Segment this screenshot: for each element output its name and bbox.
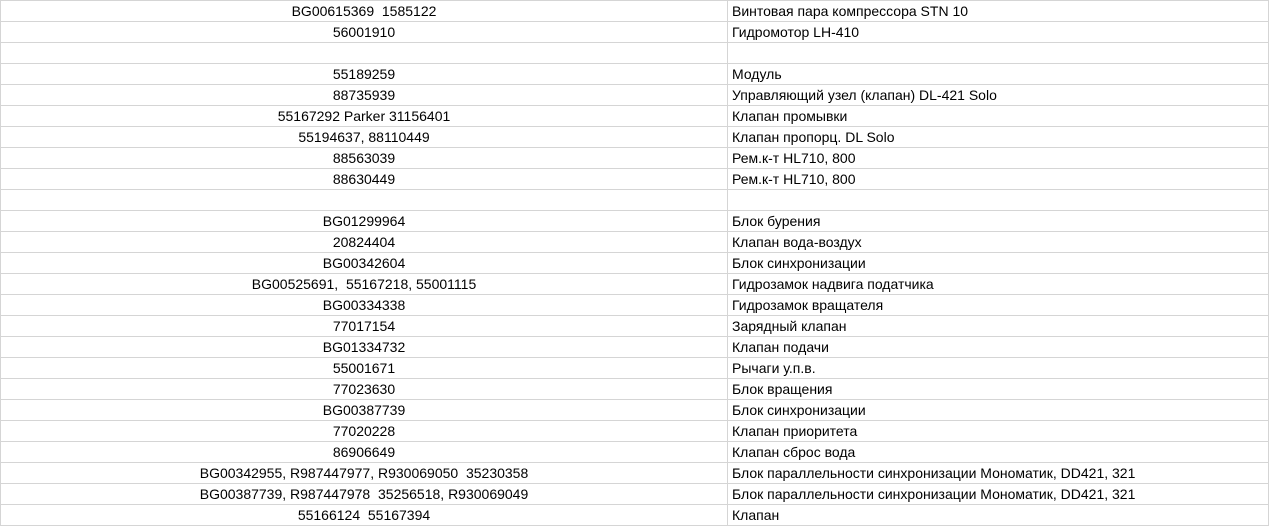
description-cell[interactable]: Клапан сброс вода: [728, 442, 1269, 463]
next-column-sliver: [1269, 400, 1274, 421]
part-number-cell[interactable]: 86906649: [1, 442, 728, 463]
next-column-sliver: [1269, 64, 1274, 85]
next-column-sliver: [1269, 358, 1274, 379]
next-column-sliver: [1269, 43, 1274, 64]
table-row: [1, 316, 1274, 337]
table-row: [1, 43, 1274, 64]
part-number-cell[interactable]: BG01334732: [1, 337, 728, 358]
description-cell[interactable]: Гидромотор LH-410: [728, 22, 1269, 43]
next-column-sliver: [1269, 1, 1274, 22]
table-row: [1, 232, 1274, 253]
table-row: [1, 22, 1274, 43]
table-row: [1, 337, 1274, 358]
next-column-sliver: [1269, 190, 1274, 211]
parts-table-body: [1, 1, 1274, 526]
next-column-sliver: [1269, 127, 1274, 148]
part-number-cell[interactable]: 88563039: [1, 148, 728, 169]
part-number-cell[interactable]: BG00387739, R987447978 35256518, R930069049: [1, 484, 728, 505]
table-row: [1, 400, 1274, 421]
part-number-cell[interactable]: BG00334338: [1, 295, 728, 316]
part-number-cell[interactable]: BG00342604: [1, 253, 728, 274]
table-row: [1, 211, 1274, 232]
table-row: [1, 379, 1274, 400]
next-column-sliver: [1269, 85, 1274, 106]
next-column-sliver: [1269, 253, 1274, 274]
table-row: [1, 274, 1274, 295]
part-number-cell[interactable]: 77017154: [1, 316, 728, 337]
part-number-cell[interactable]: BG00387739: [1, 400, 728, 421]
part-number-cell[interactable]: 20824404: [1, 232, 728, 253]
description-cell[interactable]: Управляющий узел (клапан) DL-421 Solo: [728, 85, 1269, 106]
description-cell[interactable]: Клапан приоритета: [728, 421, 1269, 442]
table-row: [1, 106, 1274, 127]
table-row: [1, 190, 1274, 211]
description-cell[interactable]: Блок вращения: [728, 379, 1269, 400]
description-cell[interactable]: Клапан промывки: [728, 106, 1269, 127]
description-cell[interactable]: Блок синхронизации: [728, 400, 1269, 421]
next-column-sliver: [1269, 232, 1274, 253]
table-row: [1, 421, 1274, 442]
table-row: [1, 484, 1274, 505]
part-number-cell[interactable]: 55167292 Parker 31156401: [1, 106, 728, 127]
next-column-sliver: [1269, 463, 1274, 484]
next-column-sliver: [1269, 316, 1274, 337]
part-number-cell[interactable]: 56001910: [1, 22, 728, 43]
part-number-cell[interactable]: BG00525691, 55167218, 55001115: [1, 274, 728, 295]
next-column-sliver: [1269, 148, 1274, 169]
table-row: [1, 148, 1274, 169]
next-column-sliver: [1269, 106, 1274, 127]
next-column-sliver: [1269, 295, 1274, 316]
part-number-cell[interactable]: BG01299964: [1, 211, 728, 232]
table-row: [1, 85, 1274, 106]
part-number-cell[interactable]: [1, 43, 728, 64]
next-column-sliver: [1269, 484, 1274, 505]
part-number-cell[interactable]: 88735939: [1, 85, 728, 106]
table-row: [1, 442, 1274, 463]
part-number-cell[interactable]: BG00342955, R987447977, R930069050 35230358: [1, 463, 728, 484]
description-cell[interactable]: Клапан вода-воздух: [728, 232, 1269, 253]
description-cell[interactable]: Зарядный клапан: [728, 316, 1269, 337]
next-column-sliver: [1269, 211, 1274, 232]
description-cell[interactable]: Блок синхронизации: [728, 253, 1269, 274]
description-cell[interactable]: [728, 43, 1269, 64]
part-number-cell[interactable]: 77020228: [1, 421, 728, 442]
next-column-sliver: [1269, 442, 1274, 463]
description-cell[interactable]: Гидрозамок вращателя: [728, 295, 1269, 316]
description-cell[interactable]: Клапан пропорц. DL Solo: [728, 127, 1269, 148]
description-cell[interactable]: Рем.к-т HL710, 800: [728, 148, 1269, 169]
table-row: [1, 358, 1274, 379]
next-column-sliver: [1269, 169, 1274, 190]
description-cell[interactable]: Клапан подачи: [728, 337, 1269, 358]
description-cell[interactable]: Модуль: [728, 64, 1269, 85]
part-number-cell[interactable]: [1, 190, 728, 211]
part-number-cell[interactable]: 55194637, 88110449: [1, 127, 728, 148]
description-cell[interactable]: Гидрозамок надвига податчика: [728, 274, 1269, 295]
part-number-cell[interactable]: 88630449: [1, 169, 728, 190]
description-cell[interactable]: Блок параллельности синхронизации Мономатик, DD421, 321: [728, 463, 1269, 484]
description-cell[interactable]: [728, 190, 1269, 211]
table-row: [1, 169, 1274, 190]
table-row: [1, 127, 1274, 148]
part-number-cell[interactable]: 77023630: [1, 379, 728, 400]
part-number-cell[interactable]: 55189259: [1, 64, 728, 85]
table-row: [1, 253, 1274, 274]
part-number-cell[interactable]: 55001671: [1, 358, 728, 379]
next-column-sliver: [1269, 22, 1274, 43]
table-row: [1, 463, 1274, 484]
description-cell[interactable]: Клапан: [728, 505, 1269, 526]
next-column-sliver: [1269, 337, 1274, 358]
next-column-sliver: [1269, 379, 1274, 400]
next-column-sliver: [1269, 505, 1274, 526]
part-number-cell[interactable]: BG00615369 1585122: [1, 1, 728, 22]
part-number-cell[interactable]: 55166124 55167394: [1, 505, 728, 526]
table-row: [1, 1, 1274, 22]
description-cell[interactable]: Рем.к-т HL710, 800: [728, 169, 1269, 190]
description-cell[interactable]: Блок параллельности синхронизации Мономатик, DD421, 321: [728, 484, 1269, 505]
table-row: [1, 505, 1274, 526]
table-row: [1, 295, 1274, 316]
next-column-sliver: [1269, 421, 1274, 442]
next-column-sliver: [1269, 274, 1274, 295]
table-row: [1, 64, 1274, 85]
description-cell[interactable]: Рычаги у.п.в.: [728, 358, 1269, 379]
description-cell[interactable]: Блок бурения: [728, 211, 1269, 232]
description-cell[interactable]: Винтовая пара компрессора STN 10: [728, 1, 1269, 22]
